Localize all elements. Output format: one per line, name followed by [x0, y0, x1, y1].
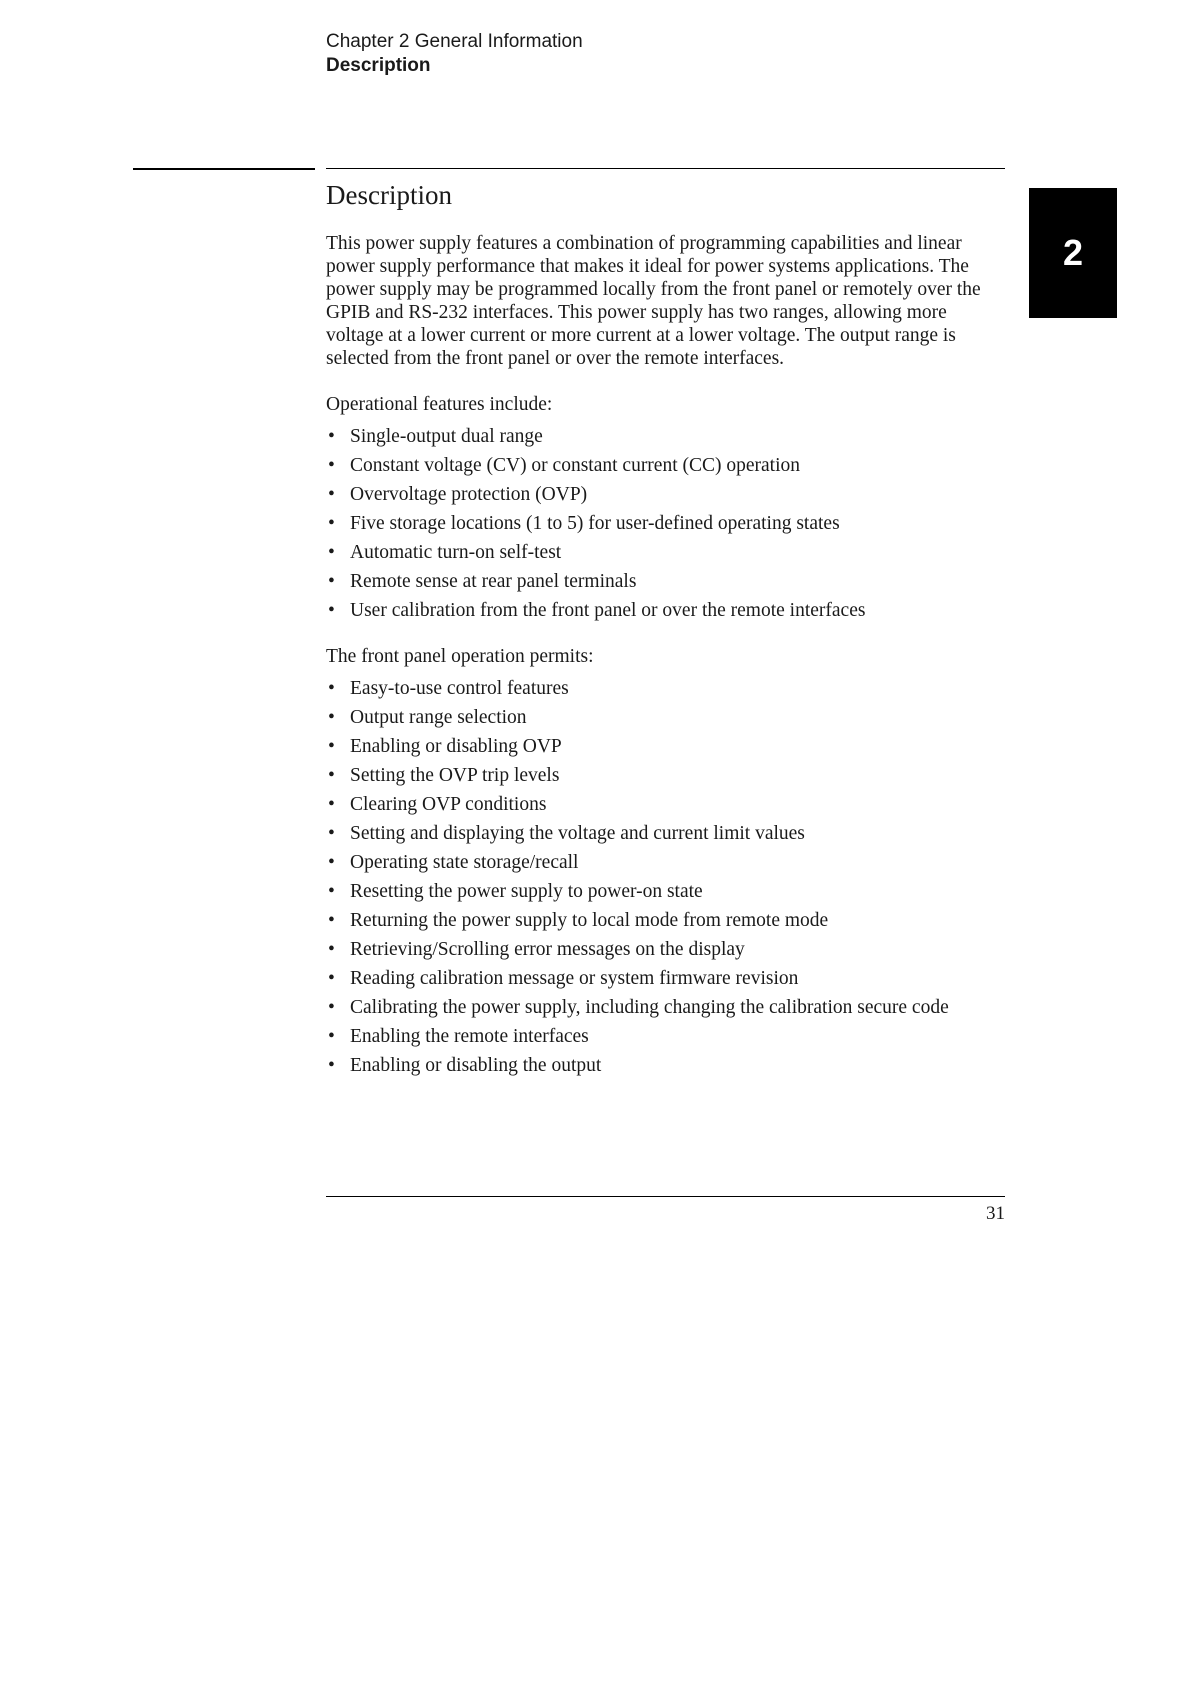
bullet-icon: • — [328, 455, 335, 476]
bullet-icon: • — [328, 542, 335, 563]
footer-rule — [326, 1196, 1005, 1197]
header-rule — [326, 168, 1005, 169]
bullet-icon: • — [328, 997, 335, 1018]
list-item: • Operating state storage/recall — [328, 852, 579, 873]
bullet-icon: • — [328, 426, 335, 447]
bullet-icon: • — [328, 881, 335, 902]
list-item: • Automatic turn-on self-test — [328, 542, 562, 563]
running-head — [326, 30, 583, 78]
list-item: • Enabling the remote interfaces — [328, 1026, 589, 1047]
list-item: • Retrieving/Scrolling error messages on the display — [328, 939, 745, 960]
bullet-icon: • — [328, 910, 335, 931]
bullet-icon: • — [328, 939, 335, 960]
operational-features-list — [326, 425, 1006, 622]
list-item: • Constant voltage (CV) or constant current (CC) operation — [328, 455, 801, 476]
list-item: • User calibration from the front panel or over the remote interfaces — [328, 600, 866, 621]
list-item: • Overvoltage protection (OVP) — [328, 484, 588, 505]
list-item: • Enabling or disabling OVP — [328, 736, 562, 757]
section-heading: Description — [326, 180, 452, 210]
operational-features-intro: Operational features include: — [326, 394, 553, 415]
list-item: • Reading calibration message or system firmware revision — [328, 968, 799, 989]
list-item: • Setting the OVP trip levels — [328, 765, 560, 786]
bullet-icon: • — [328, 765, 335, 786]
bullet-icon: • — [328, 571, 335, 592]
list-item: • Returning the power supply to local mode from remote mode — [328, 910, 829, 931]
bullet-icon: • — [328, 852, 335, 873]
bullet-icon: • — [328, 1055, 335, 1076]
list-item: • Clearing OVP conditions — [328, 794, 547, 815]
page-content — [326, 178, 1006, 1100]
bullet-icon: • — [328, 707, 335, 728]
bullet-icon: • — [328, 823, 335, 844]
bullet-icon: • — [328, 736, 335, 757]
bullet-icon: • — [328, 968, 335, 989]
chapter-tab: 2 — [1029, 188, 1117, 318]
list-item: • Five storage locations (1 to 5) for user-defined operating states — [328, 513, 840, 534]
bullet-icon: • — [328, 678, 335, 699]
list-item: • Resetting the power supply to power-on state — [328, 881, 703, 902]
left-margin-rule — [133, 168, 315, 170]
list-item: • Calibrating the power supply, including changing the calibration secure code — [328, 997, 949, 1018]
running-head-chapter: Chapter 2 General Information — [326, 31, 583, 52]
list-item: • Single-output dual range — [328, 426, 543, 447]
bullet-icon: • — [328, 794, 335, 815]
page-number: 31 — [986, 1203, 1005, 1224]
bullet-icon: • — [328, 484, 335, 505]
list-item: • Remote sense at rear panel terminals — [328, 571, 637, 592]
list-item: • Enabling or disabling the output — [328, 1055, 602, 1076]
front-panel-intro: The front panel operation permits: — [326, 646, 594, 667]
running-head-section: Description — [326, 55, 431, 76]
list-item: • Output range selection — [328, 707, 527, 728]
intro-paragraph: This power supply features a combination of programming capabilities and linear power supply performance that makes it ideal for power systems applications. The power supply may be programmed locally from the front panel or remotely over the GPIB and RS-232 interfaces. This power supply has two ranges, allowing more voltage at a lower current or more current at a lower voltage. The output range is selected from the front panel or over the remote interfaces. — [326, 233, 981, 369]
bullet-icon: • — [328, 513, 335, 534]
list-item: • Easy-to-use control features — [328, 678, 569, 699]
front-panel-list — [326, 677, 1006, 1077]
bullet-icon: • — [328, 600, 335, 621]
bullet-icon: • — [328, 1026, 335, 1047]
list-item: • Setting and displaying the voltage and current limit values — [328, 823, 805, 844]
